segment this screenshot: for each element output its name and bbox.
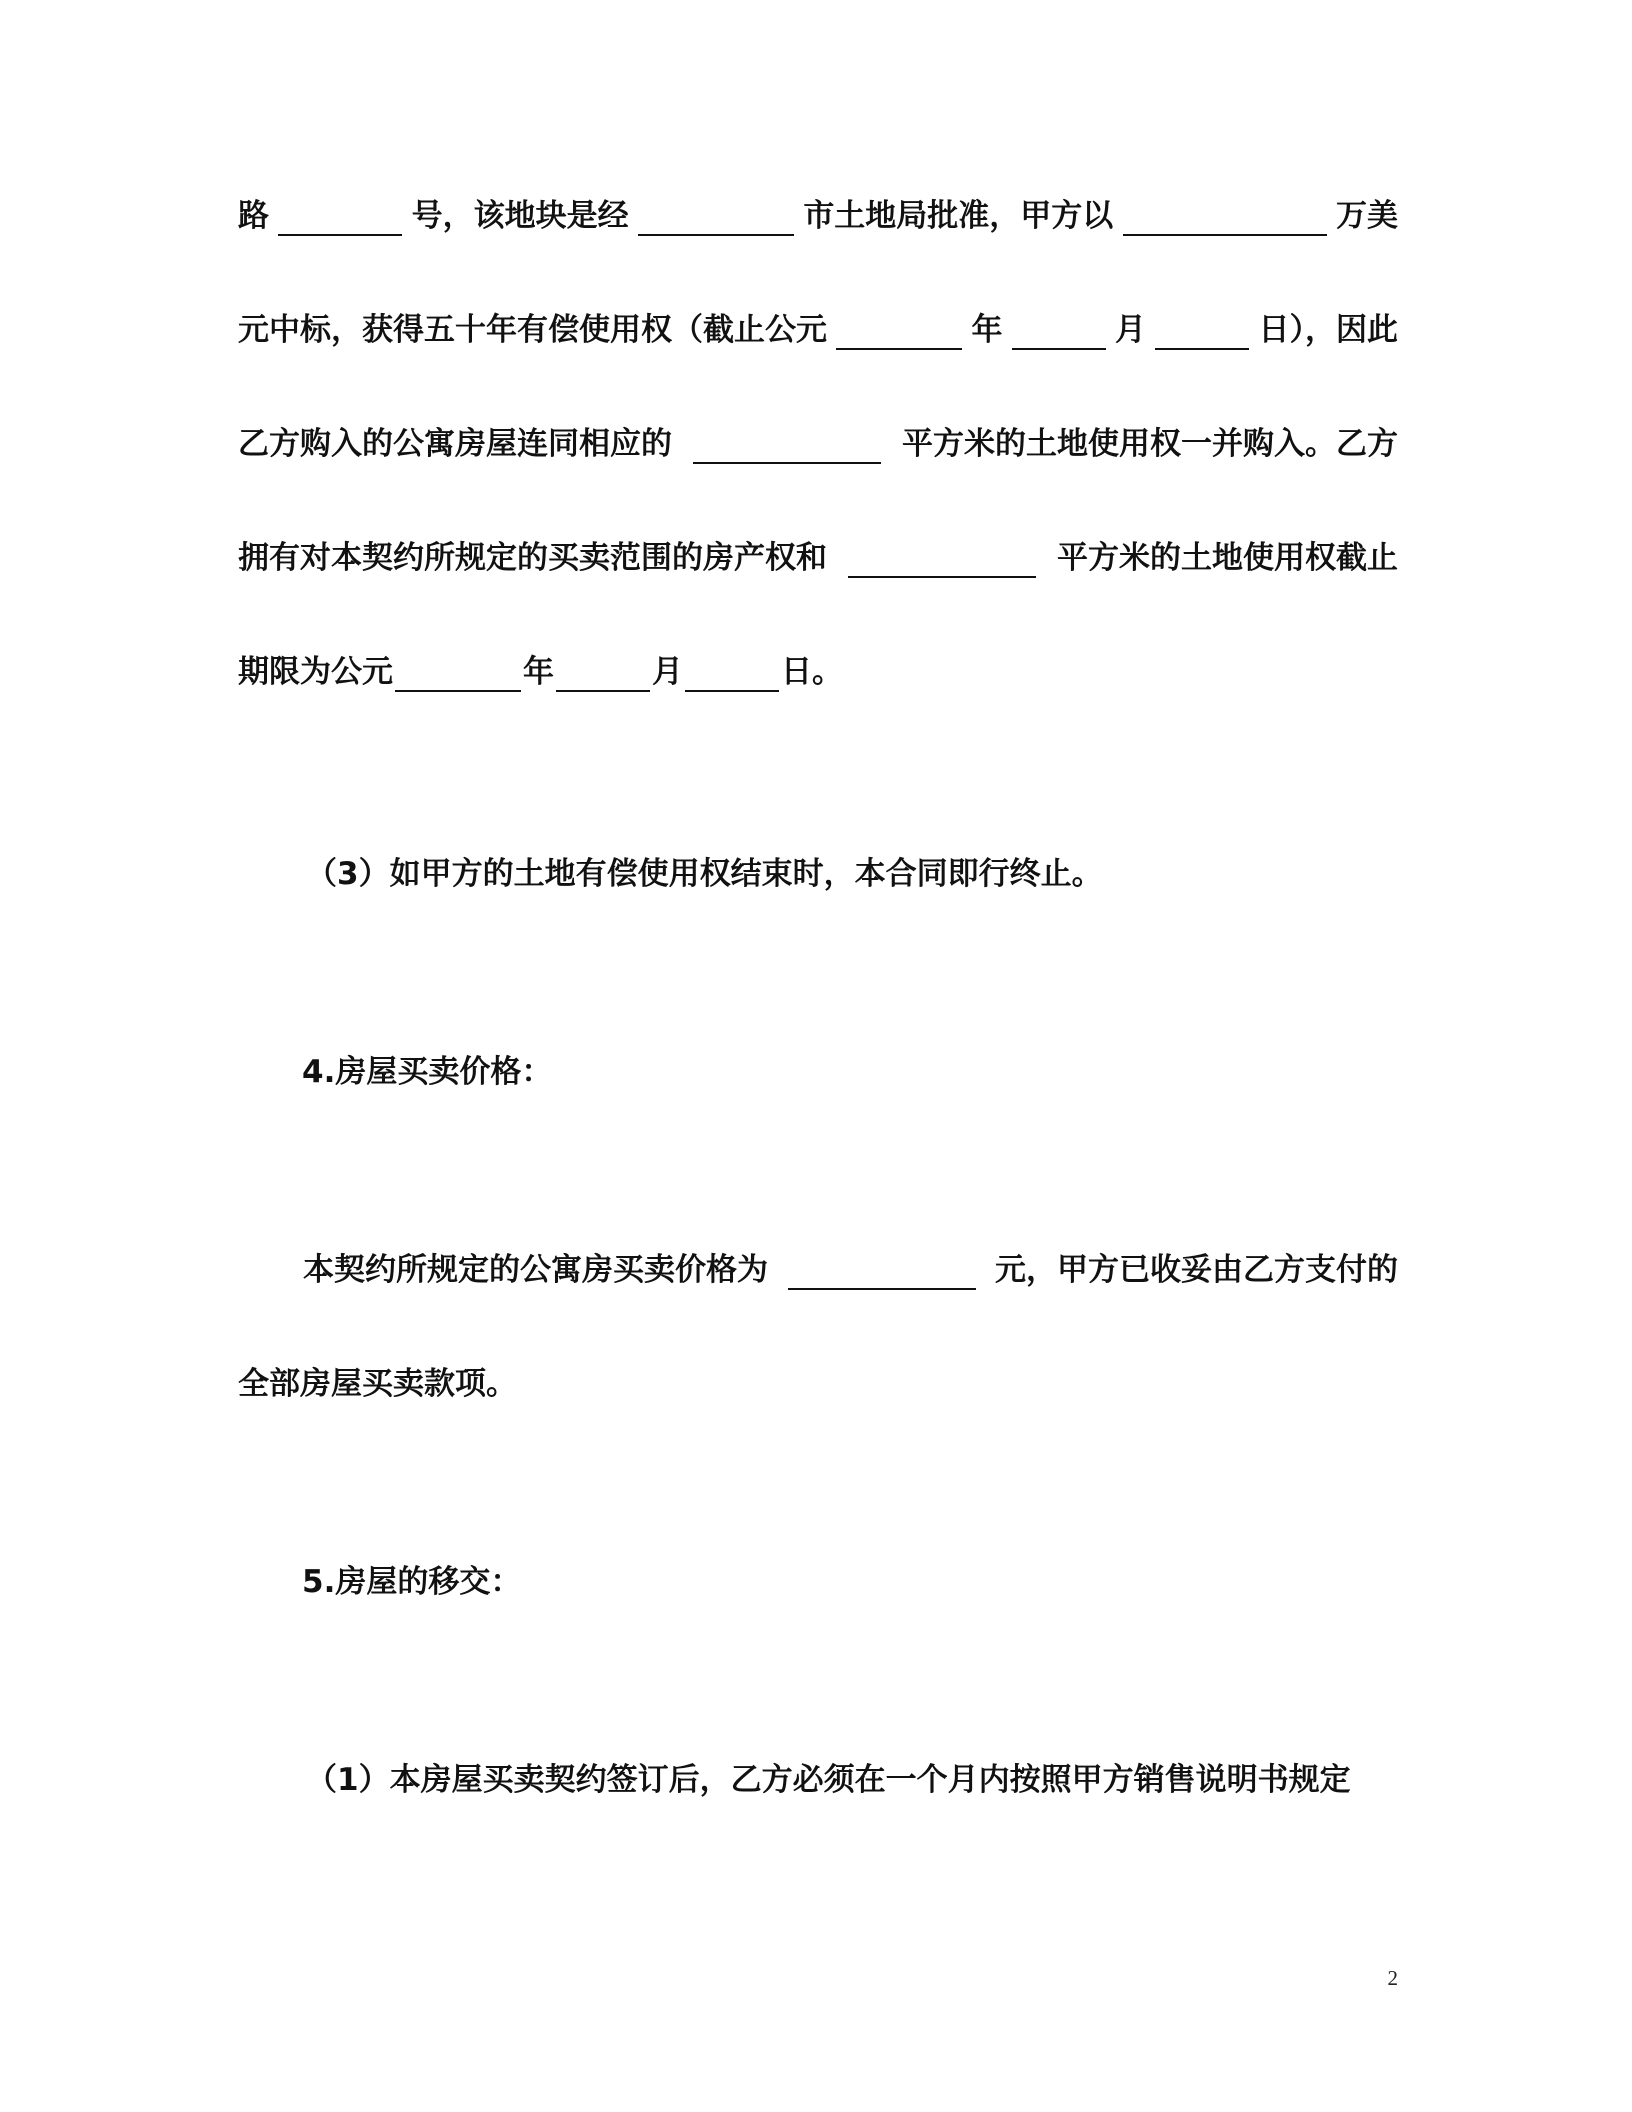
text-segment: 年 [971,312,1003,348]
text-segment: 号，该地块是经 [411,198,629,234]
paragraph-line-5 [238,652,1398,692]
text-segment: 乙方购入的公寓房屋连同相应的 [238,426,672,462]
text-segment: 月 [652,654,683,690]
blank-area-sqm[interactable] [693,428,881,464]
text-segment: 万美 [1335,198,1398,234]
text-segment: 元，甲方已收妥由乙方支付的 [995,1252,1398,1288]
text-segment: 年 [523,654,554,690]
text-segment: 月 [1115,312,1146,348]
text-segment: 本契约所规定的公寓房买卖价格为 [303,1252,768,1288]
text-segment: 日），因此 [1258,312,1398,348]
text-segment: 拥有对本契约所规定的买卖范围的房产权和 [238,540,827,576]
blank-end-month[interactable] [1012,314,1106,350]
blank-amount-usd[interactable] [1123,200,1327,236]
paragraph-line-3 [238,424,1398,464]
text-segment: 期限为公元 [238,654,393,690]
clause-5-1: （1）本房屋买卖契约签订后，乙方必须在一个月内按照甲方销售说明书规定 [306,1762,1351,1798]
paragraph-line-1 [238,196,1398,236]
text-segment: 日。 [781,654,843,690]
paragraph-line-2 [238,310,1398,350]
text-segment: 路 [238,198,269,234]
text-segment: 平方米的土地使用权一并购入。乙方 [902,426,1398,462]
price-line-1 [303,1250,1398,1290]
blank-end-year[interactable] [836,314,962,350]
blank-land-area-sqm[interactable] [848,542,1036,578]
clause-3: （3）如甲方的土地有偿使用权结束时，本合同即行终止。 [306,856,1103,892]
page-number: 2 [1387,1966,1398,1990]
blank-term-day[interactable] [685,656,779,692]
paragraph-line-4 [238,538,1398,578]
blank-price[interactable] [788,1254,976,1290]
blank-term-month[interactable] [556,656,650,692]
text-segment: 平方米的土地使用权截止 [1057,540,1398,576]
heading-4: 4.房屋买卖价格： [302,1054,553,1090]
blank-end-day[interactable] [1155,314,1249,350]
text-segment: 元中标，获得五十年有偿使用权（截止公元 [238,312,827,348]
heading-5: 5.房屋的移交： [302,1564,522,1600]
text-segment: 市土地局批准，甲方以 [803,198,1114,234]
price-line-2: 全部房屋买卖款项。 [238,1366,517,1402]
blank-city[interactable] [638,200,794,236]
blank-road-number[interactable] [278,200,402,236]
blank-term-year[interactable] [395,656,521,692]
